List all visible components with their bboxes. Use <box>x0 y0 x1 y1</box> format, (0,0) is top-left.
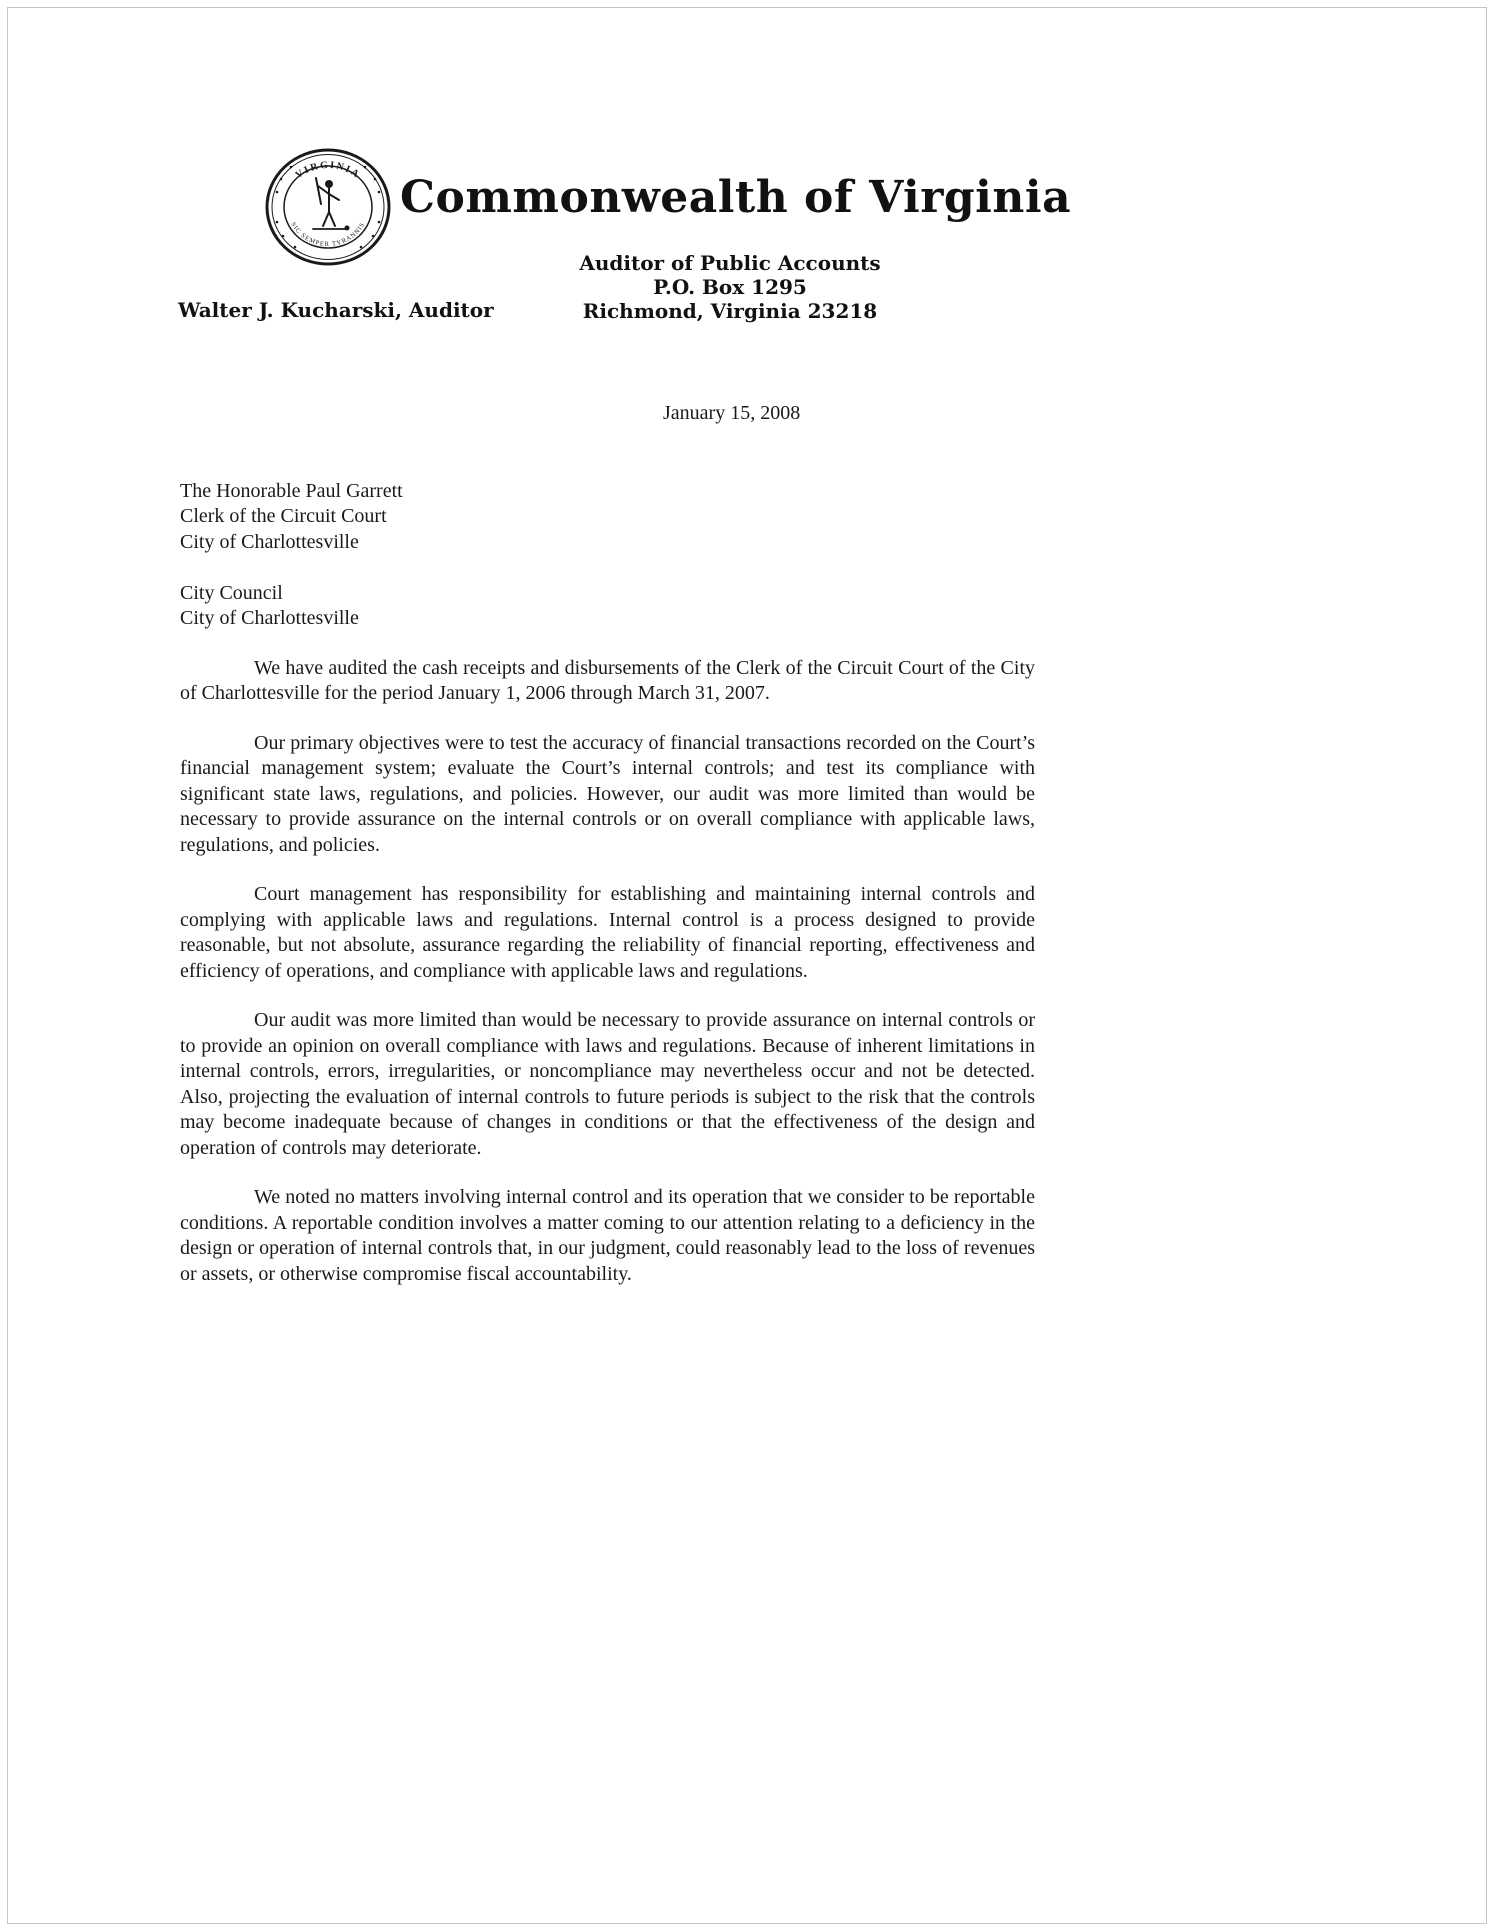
letterhead-city-state-zip: Richmond, Virginia 23218 <box>582 299 878 323</box>
letterhead-title: Commonwealth of Virginia <box>400 172 1072 223</box>
recipient-line: Clerk of the Circuit Court <box>180 505 387 527</box>
paragraph-objectives: Our primary objectives were to test the accuracy of financial transactions recorded on the Court’s financial management system; evaluate the Court’s internal controls; and test its compliance with significant state laws, regulations, and policies. However, our audit was more limited than would be necessary to provide assurance on the internal controls or on overall compliance with applicable laws, regulations, and policies. <box>180 731 1035 856</box>
recipient-line: City of Charlottesville <box>180 530 359 553</box>
letterhead-po-box: P.O. Box 1295 <box>653 275 807 299</box>
letter-paragraphs <box>180 656 1035 1288</box>
recipient-line: City Council <box>180 581 283 604</box>
recipient-line: The Honorable Paul Garrett <box>180 479 403 502</box>
letter-body <box>180 401 1035 1287</box>
virginia-state-seal-icon <box>263 146 393 268</box>
letterhead-office: Auditor of Public Accounts <box>579 251 881 275</box>
paragraph-audit-limitations: Our audit was more limited than would be necessary to provide assurance on internal controls or to provide an opinion on overall compliance with laws and regulations. Because of inherent limitations in internal controls, errors, irregularities, or noncompliance may nevertheless occur and not be detected. Also, projecting the evaluation of internal controls to future periods is subject to the risk that the controls may become inadequate because of changes in conditions or that the effectiveness of the design and operation of controls may deteriorate. <box>180 1009 1035 1159</box>
letterhead <box>0 0 1494 340</box>
letterhead-address <box>480 251 980 323</box>
recipient-gap <box>180 555 1035 581</box>
auditor-name: Walter J. Kucharski, Auditor <box>178 298 494 322</box>
svg-text:VIRGINIA: VIRGINIA <box>293 159 363 182</box>
svg-text:SIC SEMPER TYRANNIS: SIC SEMPER TYRANNIS <box>289 221 367 249</box>
recipient-line: City of Charlottesville <box>180 607 359 629</box>
paragraph-management-responsibility: Court management has responsibility for establishing and maintaining internal controls and complying with applicable laws and regulations. Internal control is a process designed to provide reasonable, but not absolute, assurance regarding the reliability of financial reporting, effectiveness and efficiency of operations, and compliance with applicable laws and regulations. <box>180 883 1035 982</box>
letter-date: January 15, 2008 <box>663 402 801 424</box>
recipient-block <box>180 479 1035 632</box>
paragraph-findings: We noted no matters involving internal control and its operation that we consider to be reportable conditions. A reportable condition involves a matter coming to our attention relating to a deficiency in the design or operation of internal controls that, in our judgment, could reasonably lead to the loss of revenues or assets, or otherwise compromise fiscal accountability. <box>180 1186 1035 1285</box>
paragraph-audit-scope: We have audited the cash receipts and disbursements of the Clerk of the Circuit Court of the City of Charlottesville for the period January 1, 2006 through March 31, 2007. <box>180 656 1035 704</box>
